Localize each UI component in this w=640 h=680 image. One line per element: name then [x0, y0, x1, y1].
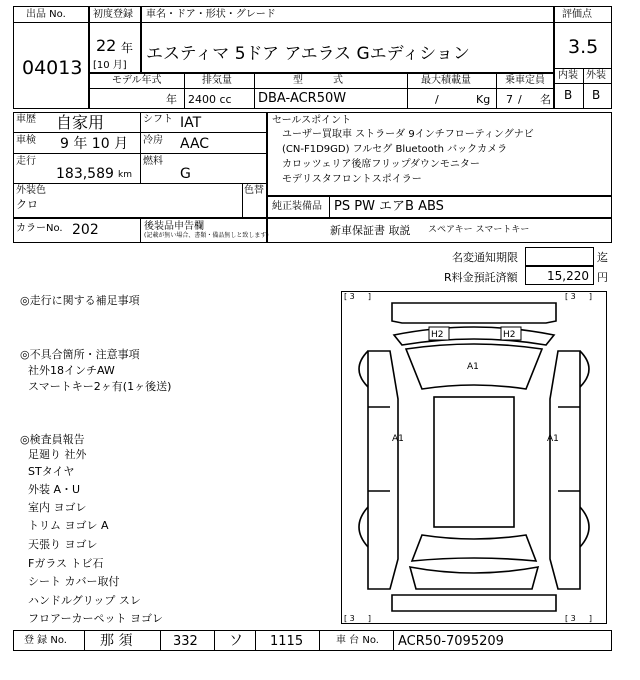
recycle-unit: 円 [597, 271, 608, 284]
inspector-line: 天張り ヨゴレ [28, 538, 98, 551]
warranty-items: スペアキー スマートキー [428, 225, 530, 235]
type-label: 型 式 [293, 75, 343, 86]
car-name: エスティマ 5ドア アエラス Gエディション [146, 44, 470, 64]
displacement-label: 排気量 [202, 75, 232, 86]
grade-label: 評価点 [562, 9, 592, 20]
use-label: 車歴 [16, 114, 36, 125]
first-reg-label: 初度登録 [93, 9, 133, 20]
inspector-line: トリム ヨゴレ A [28, 519, 109, 532]
name-change-box [525, 247, 594, 266]
corner-label-bottom-left: [ 3 ] [344, 614, 371, 623]
type-value: DBA-ACR50W [258, 91, 347, 106]
displacement-value: 2400 cc [188, 93, 232, 106]
equipment-items: PS PW エアB ABS [334, 199, 444, 214]
equipment-box [267, 196, 612, 218]
chassis-number: ACR50-7095209 [398, 634, 504, 649]
aftermarket-label: 後装品申告欄 [144, 221, 204, 232]
interior-label: 内装 [558, 70, 578, 81]
sales-points-box [267, 112, 612, 196]
shift-label: シフト [143, 114, 173, 125]
defect-note-line: スマートキー2ヶ有(1ヶ後送) [28, 380, 172, 393]
recycle-label: R料金預託済額 [444, 271, 518, 284]
model-year-label: モデル年式 [112, 75, 162, 86]
lot-number: 04013 [22, 57, 83, 79]
mark-a1-top: A1 [467, 362, 479, 372]
ac-value: AAC [180, 136, 210, 152]
capacity-sep: / [518, 93, 522, 106]
mileage-label: 走行 [16, 156, 36, 167]
max-load-sep: / [435, 93, 439, 106]
mileage-unit: km [118, 170, 132, 180]
corner-label-top-right: [ 3 ] [565, 292, 592, 301]
inspection-label: 車検 [16, 135, 36, 146]
sales-points-label: セールスポイント [272, 115, 352, 126]
corner-label-bottom-right: [ 3 ] [565, 614, 592, 623]
inspector-line: 室内 ヨゴレ [28, 501, 87, 514]
inspector-line: シート カバー取付 [28, 575, 120, 588]
shift-value: IAT [180, 115, 202, 131]
inspector-line: ハンドルグリップ スレ [28, 594, 141, 607]
inspector-line: STタイヤ [28, 465, 75, 478]
max-load-label: 最大積載量 [421, 75, 471, 86]
car-outline-diagram [340, 289, 608, 625]
color-no-box [13, 218, 267, 243]
defect-notes-header: ◎不具合箇所・注意事項 [20, 348, 140, 361]
ac-label: 冷房 [143, 135, 163, 146]
inspector-header: ◎検査員報告 [20, 433, 85, 446]
first-reg-year: 22 [96, 36, 117, 55]
name-change-unit: 迄 [597, 251, 608, 264]
defect-note-line: 社外18インチAW [28, 364, 115, 377]
chassis-label: 車 台 No. [336, 635, 379, 646]
sales-point-line: ユーザー買取車 ストラーダ 9インチフローティングナビ [282, 129, 534, 140]
details-block [13, 112, 267, 218]
capacity-value: 7 [506, 93, 513, 106]
inspector-line: Fガラス トビ石 [28, 557, 104, 570]
model-year-unit: 年 [166, 93, 177, 106]
first-reg-month: [10 月] [93, 60, 127, 71]
max-load-unit: Kg [476, 93, 491, 106]
inspector-line: 足廻り 社外 [28, 448, 87, 461]
driving-notes-header: ◎走行に関する補足事項 [20, 294, 140, 307]
first-reg-year-unit: 年 [121, 41, 134, 55]
car-body-outline [359, 303, 589, 611]
recycle-box [525, 266, 594, 285]
lot-box [13, 6, 89, 109]
sales-point-line: モデリスタフロントスポイラー [282, 174, 422, 185]
color-no-label: カラーNo. [16, 223, 63, 234]
recycle-value: 15,220 [547, 269, 589, 283]
mark-h2-right: H2 [503, 330, 516, 340]
grade-value: 3.5 [568, 36, 599, 58]
inspector-line: フロアーカーペット ヨゴレ [28, 612, 163, 625]
interior-grade: B [564, 88, 573, 102]
use-value: 自家用 [56, 113, 105, 132]
exterior-grade: B [592, 88, 601, 102]
equipment-label: 純正装備品 [272, 201, 322, 212]
lot-label: 出品 No. [26, 9, 66, 20]
car-diagram [340, 289, 608, 625]
reg-area: 那 須 [100, 633, 133, 649]
mark-h2-left: H2 [431, 330, 444, 340]
warranty-box [267, 218, 612, 243]
capacity-unit: 名 [540, 93, 551, 106]
inspector-line: 外装 A・U [28, 483, 81, 496]
reg-label: 登 録 No. [24, 635, 67, 646]
footer-row [13, 630, 612, 651]
ext-color-value: クロ [16, 198, 38, 211]
first-reg-box [89, 6, 141, 73]
sales-point-line: カロッツェリア後席フリップダウンモニター [282, 159, 480, 170]
reg-number: 1115 [270, 634, 304, 649]
spec-row [89, 73, 554, 109]
capacity-label: 乗車定員 [505, 75, 545, 86]
fuel-value: G [180, 166, 191, 182]
aftermarket-note: (記載が無い場合、書類・備品無しと致します) [144, 232, 269, 239]
color-change-label: 色替 [244, 185, 264, 196]
sales-point-line: (CN-F1D9GD) フルセグ Bluetooth バックカメラ [282, 144, 508, 155]
warranty-label: 新車保証書 取説 [330, 224, 411, 237]
grade-box [554, 6, 612, 109]
car-name-box [141, 6, 554, 73]
mark-a1-right: A1 [547, 434, 559, 444]
inspection-value: 9 年 10 月 [60, 136, 129, 152]
reg-kana: ソ [229, 633, 243, 649]
corner-label-top-left: [ 3 ] [344, 292, 371, 301]
ext-color-label: 外装色 [16, 185, 46, 196]
fuel-label: 燃料 [143, 156, 163, 167]
mileage-value: 183,589 [56, 166, 114, 182]
color-no-value: 202 [72, 222, 99, 238]
reg-class: 332 [173, 634, 198, 649]
mark-a1-left: A1 [392, 434, 404, 444]
exterior-label: 外装 [586, 70, 606, 81]
name-change-label: 名変通知期限 [452, 251, 518, 264]
car-name-label: 車名・ドア・形状・グレード [146, 9, 276, 20]
